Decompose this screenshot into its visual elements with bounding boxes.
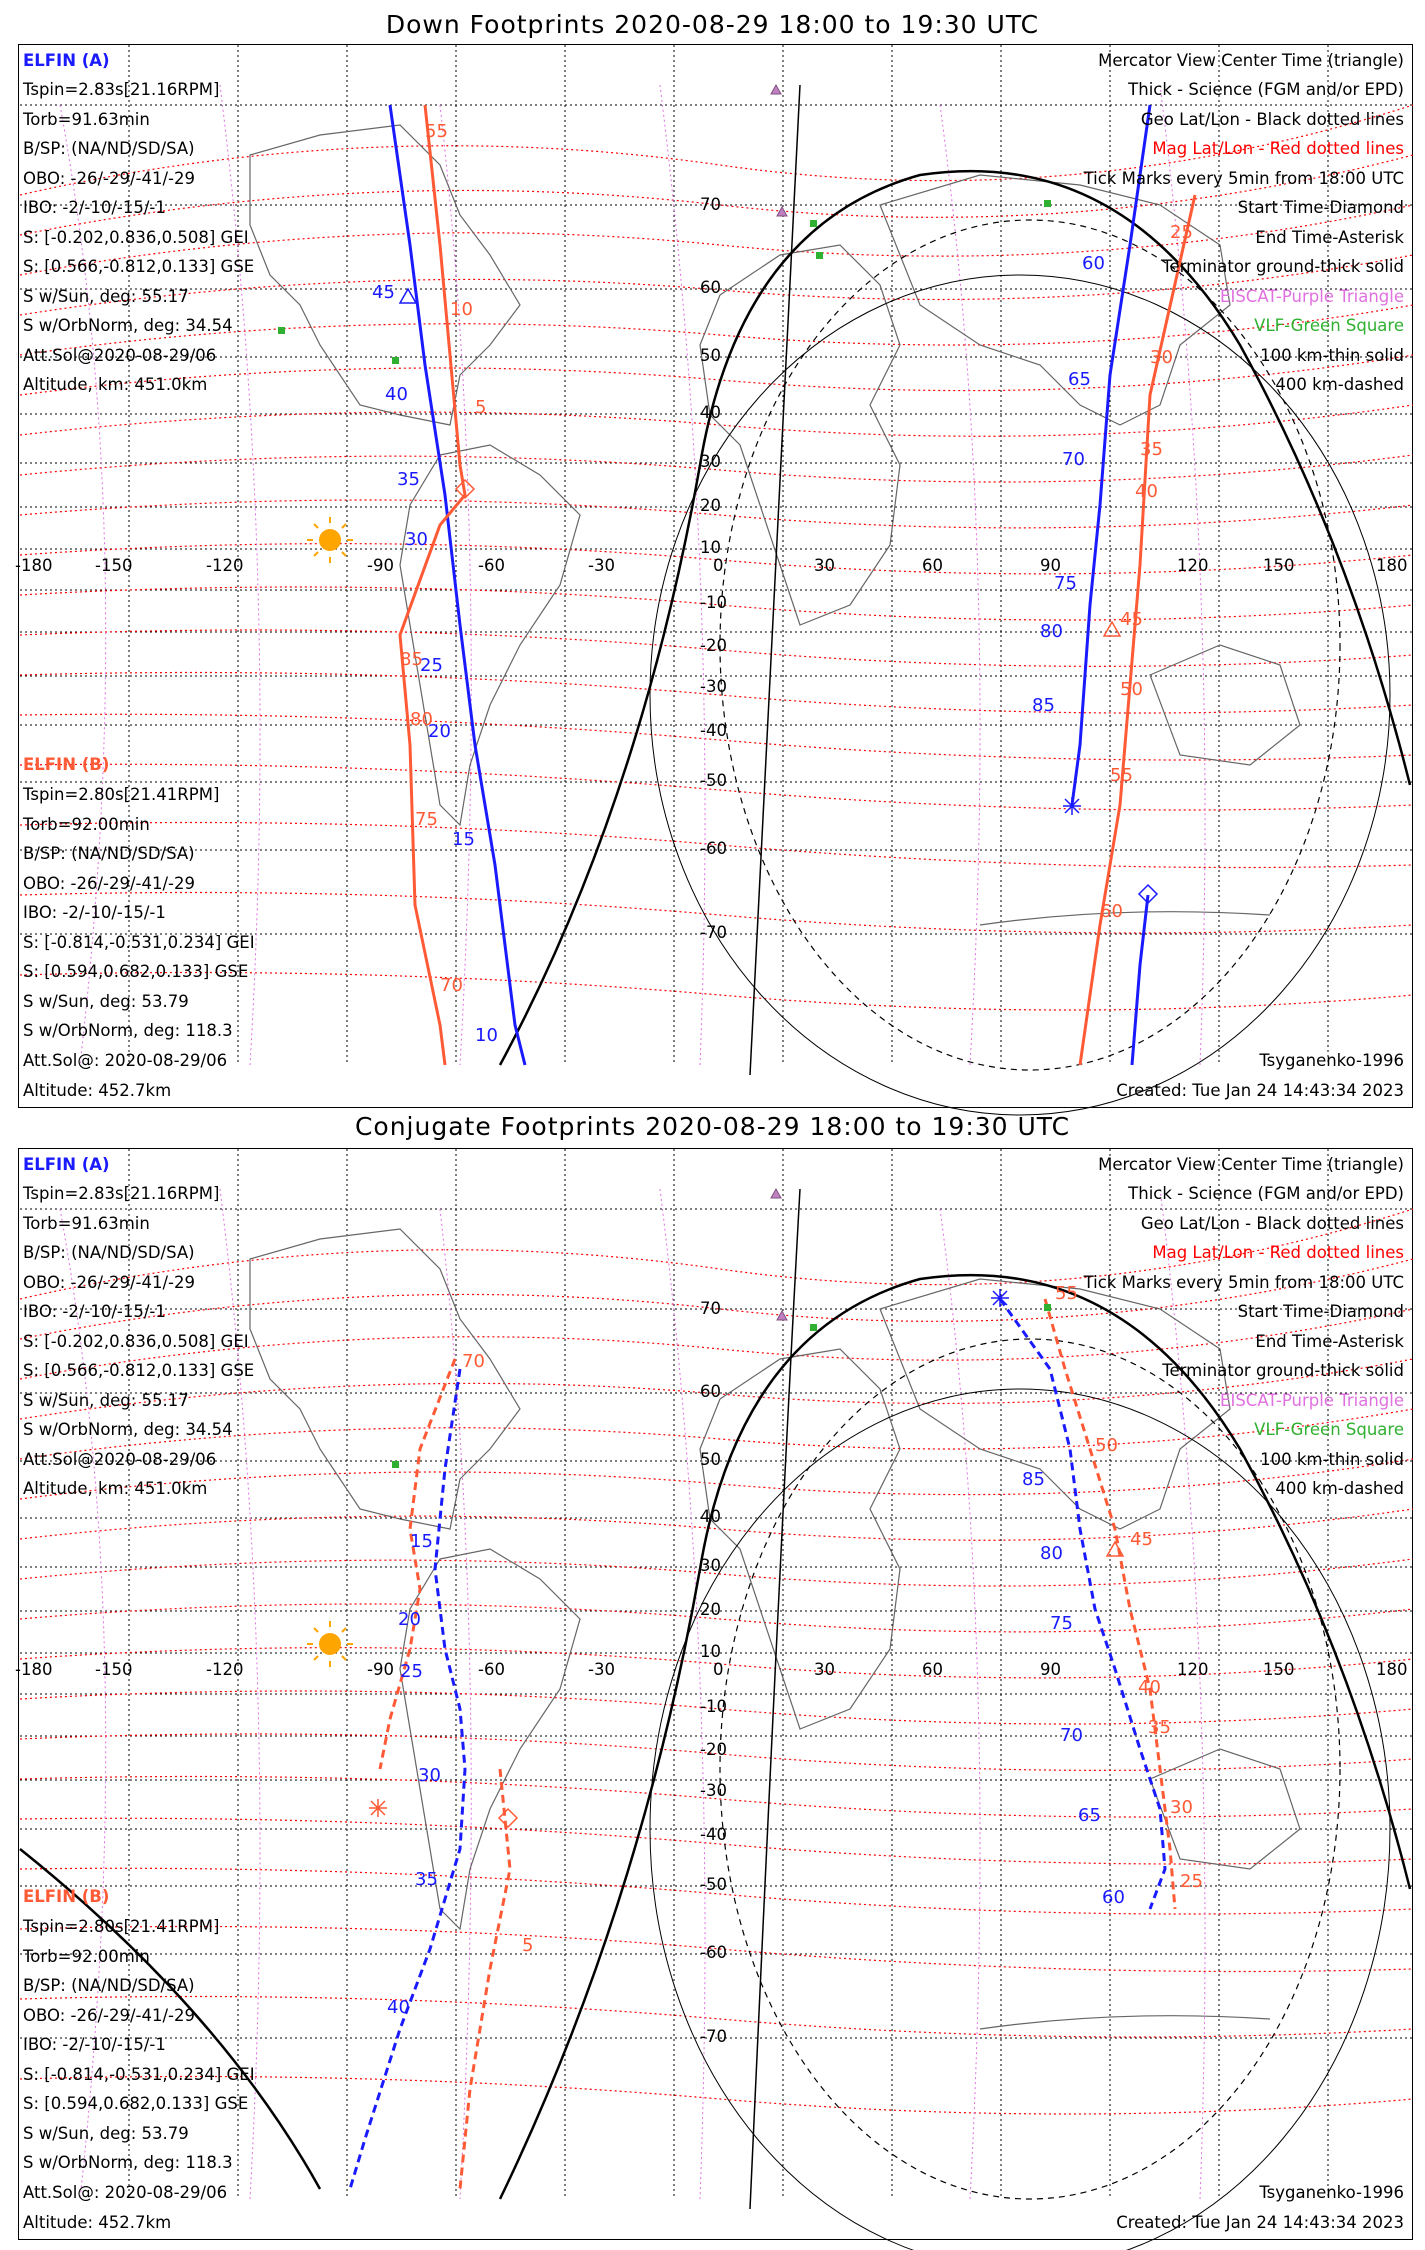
info-line: S w/OrbNorm, deg: 34.54 [23, 316, 233, 335]
elfin-a-tick-label: 30 [405, 529, 428, 550]
info-line: Torb=92.00min [23, 1947, 150, 1966]
lon-label: 120 [1177, 556, 1209, 575]
info-line: IBO: -2/-10/-15/-1 [23, 198, 166, 217]
lat-label: -30 [700, 677, 727, 696]
model-label: Tsyganenko-1996 [1259, 2183, 1404, 2202]
elfin-b-tick-label: 55 [425, 121, 448, 142]
north-america-outline [250, 125, 520, 425]
elfin-b-conjugate-track-west [380, 1359, 455, 1769]
elfin-a-tick-labels [387, 1469, 1125, 2018]
lat-label: -10 [700, 1697, 727, 1716]
lat-label: 10 [700, 1642, 721, 1661]
lon-label: -30 [588, 1660, 615, 1679]
legend-item: Mercator View Center Time (triangle) [1098, 51, 1404, 70]
elfin-a-tick-label: 35 [415, 1869, 438, 1890]
legend-item: EISCAT-Purple Triangle [1220, 1391, 1404, 1410]
vlf-marker-2 [816, 252, 823, 259]
info-line: Torb=91.63min [23, 1214, 150, 1233]
elfin-b-tick-label: 25 [1180, 1871, 1203, 1892]
info-line: Att.Sol@2020-08-29/06 [23, 346, 217, 365]
info-line: S w/Sun, deg: 55.17 [23, 287, 189, 306]
elfin-b-track-east [1080, 195, 1195, 1065]
top-panel-title: Down Footprints 2020-08-29 18:00 to 19:30 UTC [385, 10, 1040, 39]
terminator-100km-line [750, 85, 800, 1075]
lon-label: 60 [922, 1660, 943, 1679]
info-line: Torb=92.00min [23, 815, 150, 834]
info-line: S w/OrbNorm, deg: 118.3 [23, 1021, 233, 1040]
vlf-marker-5 [392, 357, 399, 364]
lat-label: 70 [700, 195, 721, 214]
africa-europe-outline [700, 245, 900, 625]
created-timestamp: Created: Tue Jan 24 14:43:34 2023 [1116, 2213, 1404, 2232]
info-line: S w/Sun, deg: 55.17 [23, 1391, 189, 1410]
vlf-marker-2 [1044, 1304, 1051, 1311]
lon-label: 90 [1040, 556, 1061, 575]
legend-item: Tick Marks every 5min from 18:00 UTC [1083, 1273, 1404, 1292]
eiscat-marker-2 [777, 207, 787, 216]
vlf-marker-3 [1044, 200, 1051, 207]
lon-label: -150 [95, 556, 133, 575]
asia-outline [880, 1279, 1230, 1529]
elfin-b-tick-label: 30 [1170, 1797, 1193, 1818]
lat-label: 60 [700, 278, 721, 297]
info-line: S: [0.594,0.682,0.133] GSE [23, 2094, 249, 2113]
legend-item: Terminator ground-thick solid [1162, 1361, 1404, 1380]
eiscat-marker-1 [771, 85, 781, 94]
elfin-b-tick-label: 45 [1130, 1529, 1153, 1550]
elfin-a-tick-label: 65 [1078, 1805, 1101, 1826]
lon-label: 30 [814, 1660, 835, 1679]
info-line: IBO: -2/-10/-15/-1 [23, 903, 166, 922]
elfin-a-tick-label: 20 [398, 1609, 421, 1630]
vlf-marker-1 [810, 220, 817, 227]
elfin-a-end-asterisk [1063, 797, 1081, 815]
lat-label: 30 [700, 452, 721, 471]
lat-label: -40 [700, 721, 727, 740]
legend-item: Mag Lat/Lon - Red dotted lines [1152, 139, 1404, 158]
info-line: Altitude, km: 451.0km [23, 1479, 208, 1498]
elfin-a-tick-label: 60 [1102, 1887, 1125, 1908]
lat-label: 40 [700, 403, 721, 422]
info-line: IBO: -2/-10/-15/-1 [23, 2035, 166, 2054]
lon-label: -60 [478, 556, 505, 575]
legend-item: Geo Lat/Lon - Black dotted lines [1140, 1214, 1404, 1233]
elfin-a-tick-label: 75 [1054, 573, 1077, 594]
info-line: S w/Sun, deg: 53.79 [23, 992, 189, 1011]
info-line: S: [0.566,-0.812,0.133] GSE [23, 1361, 255, 1380]
lon-label: -180 [15, 556, 53, 575]
elfin-a-end-asterisk [991, 1289, 1009, 1307]
lon-label: 180 [1376, 1660, 1408, 1679]
info-line: Altitude: 452.7km [23, 2213, 172, 2232]
elfin-b-tick-label: 35 [1148, 1717, 1171, 1738]
info-line: S: [-0.814,-0.531,0.234] GEI [23, 933, 255, 952]
lon-label: -30 [588, 556, 615, 575]
vlf-marker-4 [278, 327, 285, 334]
vlf-marker-1 [810, 1324, 817, 1331]
elfin-a-conjugate-track-west [350, 1369, 465, 2189]
elfin-a-tick-label: 70 [1062, 449, 1085, 470]
lat-label: -50 [700, 1875, 727, 1894]
elfin-a-tick-label: 70 [1060, 1725, 1083, 1746]
info-line: Tspin=2.83s[21.16RPM] [23, 1184, 220, 1203]
legend-item: 400 km-dashed [1275, 375, 1404, 394]
elfin-b-tick-label: 25 [1170, 222, 1193, 243]
elfin-a-tick-label: 65 [1068, 369, 1091, 390]
elfin-a-tick-label: 85 [1022, 1469, 1045, 1490]
info-line: OBO: -26/-29/-41/-29 [23, 169, 195, 188]
elfin-b-tick-label: 35 [1140, 439, 1163, 460]
info-line: Att.Sol@: 2020-08-29/06 [23, 2183, 228, 2202]
elfin-b-tick-label: 75 [415, 809, 438, 830]
info-line: S: [0.566,-0.812,0.133] GSE [23, 257, 255, 276]
info-line: S w/OrbNorm, deg: 118.3 [23, 2153, 233, 2172]
lon-label: 60 [922, 556, 943, 575]
lon-label: -90 [367, 1660, 394, 1679]
north-america-outline [250, 1229, 520, 1529]
conjugate-footprints-panel [15, 1148, 1413, 2240]
elfin-b-label: ELFIN (B) [23, 755, 110, 774]
lat-label: -50 [700, 771, 727, 790]
info-line: S: [-0.814,-0.531,0.234] GEI [23, 2065, 255, 2084]
elfin-a-tick-label: 35 [397, 469, 420, 490]
info-line: B/SP: (NA/ND/SD/SA) [23, 1243, 195, 1262]
info-line: S w/Sun, deg: 53.79 [23, 2124, 189, 2143]
elfin-a-tick-label: 75 [1050, 1613, 1073, 1634]
vlf-marker-3 [392, 1461, 399, 1468]
info-line: B/SP: (NA/ND/SD/SA) [23, 844, 195, 863]
lon-label: -60 [478, 1660, 505, 1679]
lon-label: 150 [1263, 556, 1295, 575]
elfin-b-tick-label: 5 [475, 397, 487, 418]
down-footprints-panel [15, 44, 1413, 1108]
elfin-a-label: ELFIN (A) [23, 1155, 110, 1174]
info-line: S w/OrbNorm, deg: 34.54 [23, 1420, 233, 1439]
elfin-b-tick-label: 50 [1120, 679, 1143, 700]
elfin-b-tick-label: 50 [1095, 1435, 1118, 1456]
africa-europe-outline [700, 1349, 900, 1729]
legend-item: End Time-Asterisk [1255, 1332, 1404, 1351]
elfin-a-center-triangle [400, 289, 416, 303]
lat-label: 20 [700, 1600, 721, 1619]
legend-item: Geo Lat/Lon - Black dotted lines [1140, 110, 1404, 129]
info-line: Att.Sol@2020-08-29/06 [23, 1450, 217, 1469]
elfin-b-tick-label: 10 [450, 299, 473, 320]
legend-item: Mag Lat/Lon - Red dotted lines [1152, 1243, 1404, 1262]
legend-item: 100 km-thin solid [1260, 346, 1404, 365]
info-line: Tspin=2.80s[21.41RPM] [23, 785, 220, 804]
bottom-panel-title: Conjugate Footprints 2020-08-29 18:00 to 19:30 UTC [354, 1112, 1071, 1141]
lat-label: -20 [700, 1740, 727, 1759]
info-line: Torb=91.63min [23, 110, 150, 129]
elfin-a-tick-label: 15 [452, 829, 475, 850]
elfin-a-tick-label: 40 [387, 1997, 410, 2018]
elfin-b-tick-label: 55 [1110, 765, 1133, 786]
lat-label: -10 [700, 593, 727, 612]
info-line: IBO: -2/-10/-15/-1 [23, 1302, 166, 1321]
info-line: OBO: -26/-29/-41/-29 [23, 874, 195, 893]
model-label: Tsyganenko-1996 [1259, 1051, 1404, 1070]
info-line: Altitude: 452.7km [23, 1081, 172, 1100]
elfin-a-tick-label: 80 [1040, 621, 1063, 642]
elfin-b-tick-label: 40 [1135, 481, 1158, 502]
elfin-b-conjugate-track-mid [460, 1769, 510, 2189]
elfin-b-tick-label: 70 [462, 1351, 485, 1372]
elfin-b-tick-label: 70 [440, 975, 463, 996]
elfin-a-tick-label: 40 [385, 384, 408, 405]
lon-label: -120 [206, 556, 244, 575]
elfin-b-tick-label: 5 [522, 1935, 534, 1956]
elfin-b-tick-labels [462, 1283, 1203, 1956]
info-line: Tspin=2.83s[21.16RPM] [23, 80, 220, 99]
lon-label: -120 [206, 1660, 244, 1679]
legend-item: VLF-Green Square [1254, 1420, 1404, 1439]
info-line: S: [-0.202,0.836,0.508] GEI [23, 228, 249, 247]
elfin-a-track-west [390, 105, 525, 1065]
lat-label: 10 [700, 538, 721, 557]
100km-range-ellipse [650, 275, 1390, 1115]
antarctica-outline [980, 912, 1270, 925]
info-line: S: [0.594,0.682,0.133] GSE [23, 962, 249, 981]
terminator-100km-line [750, 1189, 800, 2209]
elfin-b-center-triangle [1104, 622, 1120, 636]
lon-label: -150 [95, 1660, 133, 1679]
lat-label: 50 [700, 346, 721, 365]
elfin-b-tick-label: 40 [1138, 1677, 1161, 1698]
lat-label: 40 [700, 1507, 721, 1526]
lat-label: 70 [700, 1299, 721, 1318]
lat-label: 50 [700, 1450, 721, 1469]
lat-label: 30 [700, 1556, 721, 1575]
legend-item: Start Time-Diamond [1237, 1302, 1404, 1321]
legend-item: Terminator ground-thick solid [1162, 257, 1404, 276]
lon-label: 90 [1040, 1660, 1061, 1679]
elfin-a-tick-labels [372, 253, 1105, 1046]
lat-label: -70 [700, 2027, 727, 2046]
elfin-b-tick-label: 60 [1100, 901, 1123, 922]
lat-label: -60 [700, 839, 727, 858]
lon-label: 0 [713, 556, 724, 575]
legend-item: Start Time-Diamond [1237, 198, 1404, 217]
elfin-a-tick-label: 60 [1082, 253, 1105, 274]
eiscat-marker-1 [771, 1189, 781, 1198]
elfin-b-start-diamond [499, 1809, 517, 1827]
elfin-b-tick-label: 80 [410, 709, 433, 730]
400km-range-ellipse [720, 220, 1340, 1070]
eiscat-marker-2 [777, 1311, 787, 1320]
elfin-a-tick-label: 85 [1032, 695, 1055, 716]
lat-label: -20 [700, 636, 727, 655]
elfin-b-tick-label: 45 [1120, 609, 1143, 630]
info-line: B/SP: (NA/ND/SD/SA) [23, 139, 195, 158]
elfin-a-track-end [1132, 895, 1148, 1065]
lat-label: -70 [700, 923, 727, 942]
australia-outline [1150, 645, 1300, 765]
legend-item: VLF-Green Square [1254, 316, 1404, 335]
400km-range-ellipse [720, 1339, 1340, 2199]
info-line: B/SP: (NA/ND/SD/SA) [23, 1976, 195, 1995]
info-line: Altitude, km: 451.0km [23, 375, 208, 394]
legend-item: Thick - Science (FGM and/or EPD) [1128, 1184, 1404, 1203]
created-timestamp: Created: Tue Jan 24 14:43:34 2023 [1116, 1081, 1404, 1100]
legend-item: 100 km-thin solid [1260, 1450, 1404, 1469]
elfin-a-tick-label: 25 [420, 655, 443, 676]
lat-label: -30 [700, 1781, 727, 1800]
elfin-a-label: ELFIN (A) [23, 51, 110, 70]
elfin-b-end-asterisk [369, 1799, 387, 1817]
elfin-a-tick-label: 30 [418, 1765, 441, 1786]
elfin-a-tick-label: 20 [428, 721, 451, 742]
legend-item: Mercator View Center Time (triangle) [1098, 1155, 1404, 1174]
legend-item: 400 km-dashed [1275, 1479, 1404, 1498]
info-line: S: [-0.202,0.836,0.508] GEI [23, 1332, 249, 1351]
elfin-b-label: ELFIN (B) [23, 1887, 110, 1906]
info-line: Tspin=2.80s[21.41RPM] [23, 1917, 220, 1936]
sun-icon [307, 517, 353, 563]
elfin-b-tick-label: 30 [1150, 347, 1173, 368]
elfin-a-tick-label: 45 [372, 282, 395, 303]
lat-label: 20 [700, 496, 721, 515]
legend-item: Tick Marks every 5min from 18:00 UTC [1083, 169, 1404, 188]
elfin-b-tick-label: 85 [400, 649, 423, 670]
lon-label: 0 [713, 1660, 724, 1679]
legend-item: End Time-Asterisk [1255, 228, 1404, 247]
elfin-a-tick-label: 25 [400, 1661, 423, 1682]
lon-label: -90 [367, 556, 394, 575]
lat-label: 60 [700, 1382, 721, 1401]
sun-icon [307, 1621, 353, 1667]
elfin-a-tick-label: 15 [410, 1531, 433, 1552]
elfin-b-tick-label: 55 [1055, 1283, 1078, 1304]
lon-label: -180 [15, 1660, 53, 1679]
lon-label: 30 [814, 556, 835, 575]
info-line: OBO: -26/-29/-41/-29 [23, 2006, 195, 2025]
antarctica-outline [980, 2016, 1270, 2029]
legend-item: Thick - Science (FGM and/or EPD) [1128, 80, 1404, 99]
info-line: Att.Sol@: 2020-08-29/06 [23, 1051, 228, 1070]
elfin-a-tick-label: 10 [475, 1025, 498, 1046]
info-line: OBO: -26/-29/-41/-29 [23, 1273, 195, 1292]
terminator-line [500, 1275, 1410, 2199]
lat-label: -60 [700, 1943, 727, 1962]
asia-outline [880, 175, 1230, 425]
lat-label: -40 [700, 1825, 727, 1844]
elfin-a-tick-label: 80 [1040, 1543, 1063, 1564]
lon-label: 120 [1177, 1660, 1209, 1679]
lon-label: 180 [1376, 556, 1408, 575]
legend-item: EISCAT-Purple Triangle [1220, 287, 1404, 306]
lon-label: 150 [1263, 1660, 1295, 1679]
